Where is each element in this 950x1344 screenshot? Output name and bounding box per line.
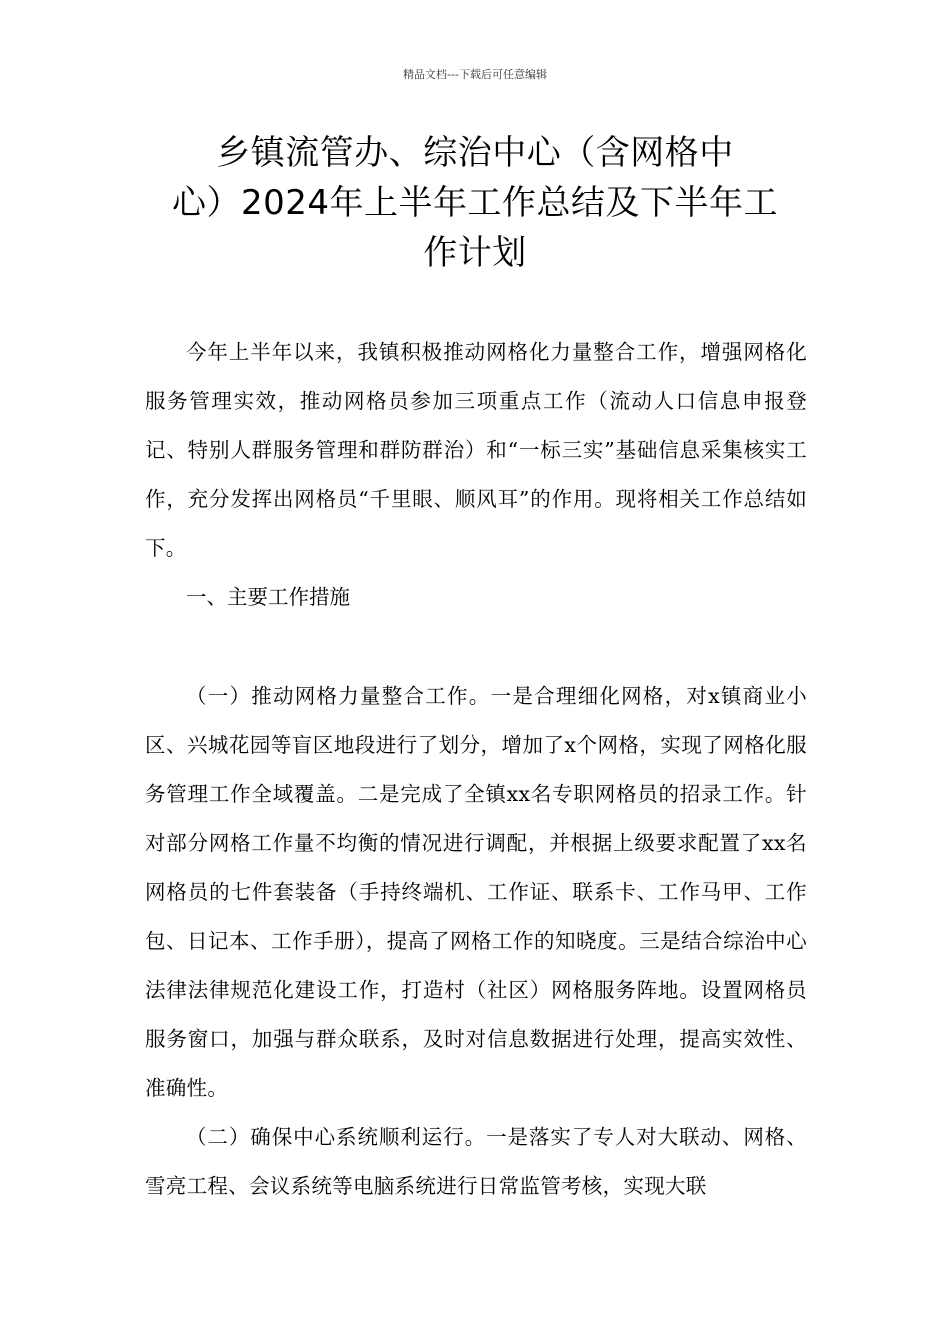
intro-paragraph: 今年上半年以来，我镇积极推动网格化力量整合工作，增强网格化服务管理实效，推动网格员参加三项重点工作（流动人口信息申报登记、特别人群服务管理和群防群治）和“一标三实”基础信息采集核实工作，充分发挥出网格员“千里眼、顺风耳”的作用。现将相关工作总结如下。 bbox=[145, 340, 807, 560]
document-body bbox=[145, 328, 807, 1211]
title-line: 乡镇流管办、综治中心（含网格中 bbox=[216, 133, 734, 173]
section-heading: 一、主要工作措施 bbox=[186, 585, 350, 609]
header-note: 精品文档---下载后可任意编辑 bbox=[403, 68, 547, 81]
section-spacer bbox=[145, 622, 807, 672]
document-title bbox=[140, 128, 810, 278]
item-paragraph-2: （二）确保中心系统顺利运行。一是落实了专人对大联动、网格、雪亮工程、会议系统等电脑系统进行日常监管考核，实现大联 bbox=[145, 1125, 807, 1198]
title-line: 心）2024年上半年工作总结及下半年工 bbox=[171, 183, 779, 223]
title-line: 作计划 bbox=[423, 233, 527, 273]
item-paragraph-1: （一）推动网格力量整合工作。一是合理细化网格，对x镇商业小区、兴城花园等盲区地段进行了划分，增加了x个网格，实现了网格化服务管理工作全域覆盖。二是完成了全镇xx名专职网格员的招录工作。针对部分网格工作量不均衡的情况进行调配，并根据上级要求配置了xx名网格员的七件套装备（手持终端机、工作证、联系卡、工作马甲、工作包、日记本、工作手册），提高了网格工作的知晓度。三是结合综治中心法律法律规范化建设工作，打造村（社区）网格服务阵地。设置网格员服务窗口，加强与群众联系，及时对信息数据进行处理，提高实效性、准确性。 bbox=[145, 684, 807, 1100]
